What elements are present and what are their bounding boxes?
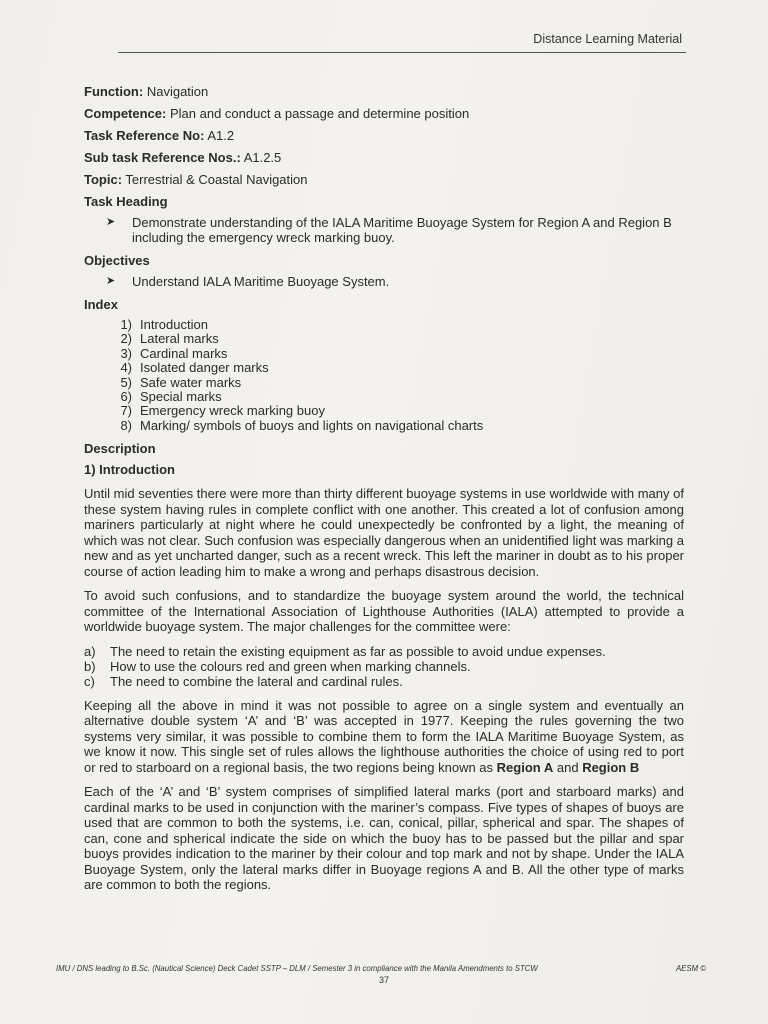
list-number: 6) [120, 389, 132, 405]
list-item [102, 419, 684, 433]
task-heading-bullet [106, 215, 684, 245]
list-item [102, 390, 684, 404]
meta-competence [84, 106, 684, 121]
list-item [102, 361, 684, 375]
meta-task-ref [84, 128, 684, 143]
paragraph: Until mid seventies there were more than thirty different buoyage systems in use worldwide with many of these system having rules in complete conflict with one another. This created a lot of confusion among mariners particularly at night where he could unexpectedly be confronted by a light, the meaning of which was not clear. Such confusion was especially dangerous when an unidentified light was marking a new and as yet uncharted danger, such as a recent wreck. This left the mariner in doubt as to his proper course of action leading him to make a wrong and perhaps disastrous decision. [84, 486, 684, 579]
meta-value: Terrestrial & Coastal Navigation [125, 172, 308, 187]
objectives-title: Objectives [84, 253, 150, 268]
meta-subtask-ref [84, 150, 684, 165]
header-title: Distance Learning Material [533, 32, 682, 46]
list-label: b) [84, 658, 96, 674]
list-number: 8) [120, 417, 132, 433]
list-number: 2) [120, 331, 132, 347]
meta-label: Competence: [84, 106, 167, 121]
page-number: 37 [378, 975, 389, 985]
meta-label: Function: [84, 84, 144, 99]
description-title: Description [84, 441, 156, 457]
list-item [84, 659, 684, 674]
header-rule [118, 52, 686, 53]
task-heading-text: Demonstrate understanding of the IALA Maritime Buoyage System for Region A and Region B including the emergency wreck marking buoy. [132, 215, 672, 245]
task-heading-title: Task Heading [84, 194, 168, 209]
meta-function [84, 84, 684, 99]
footer-left: IMU / DNS leading to B.Sc. (Nautical Science) Deck Cadet SSTP – DLM / Semester 3 in compliance with the Manila Amendments to STCW [56, 964, 538, 973]
section-heading: 1) Introduction [84, 462, 175, 478]
meta-label: Sub task Reference Nos.: [84, 150, 241, 165]
list-number: 5) [120, 374, 132, 390]
list-label: a) [84, 643, 96, 659]
list-number: 7) [120, 403, 132, 419]
list-number: 3) [120, 345, 132, 361]
meta-value: A1.2 [207, 128, 235, 143]
objectives-bullet [106, 274, 684, 289]
list-text: Isolated danger marks [140, 360, 269, 376]
list-number: 4) [120, 360, 132, 376]
content [84, 84, 684, 902]
list-text: How to use the colours red and green when marking channels. [110, 658, 471, 674]
list-label: c) [84, 673, 95, 689]
arrow-bullet-icon: ➤ [106, 216, 116, 228]
list-text: Introduction [140, 317, 208, 332]
meta-label: Task Reference No: [84, 128, 205, 143]
paragraph-text: and [556, 759, 579, 775]
region-b-label: Region B [582, 759, 640, 775]
paragraph: Each of the ‘A’ and ‘B’ system comprises of simplified lateral marks (port and starboard marks) and cardinal marks to be used in conjunction with the mariner’s compass. Five types of shapes of buoys are used that are common to both the systems, i.e. can, conical, pillar, spherical and spar. The shapes of can, cone and spherical indicate the side on which the buoy has to be passed but the pillar and spar buoys provides indication to the mariner by their colour and top mark and not by shape. Under the IALA Buoyage System, only the lateral marks differ in Buoyage regions A and B. All the other type of marks are common to both the regions. [84, 784, 684, 893]
arrow-bullet-icon: ➤ [106, 275, 116, 287]
region-a-label: Region A [496, 759, 554, 775]
list-item [84, 674, 684, 689]
list-item [102, 347, 684, 361]
list-item [102, 376, 684, 390]
challenges-list [84, 644, 684, 689]
list-item [102, 404, 684, 418]
list-number: 1) [120, 317, 132, 332]
footer-right: AESM © [675, 964, 706, 973]
meta-label: Topic: [84, 172, 123, 187]
list-text: The need to combine the lateral and cardinal rules. [110, 673, 403, 689]
list-item [102, 318, 684, 332]
footer [56, 964, 706, 973]
list-text: Marking/ symbols of buoys and lights on navigational charts [140, 417, 484, 433]
index-title: Index [84, 297, 118, 312]
list-text: Safe water marks [140, 374, 242, 390]
list-text: Emergency wreck marking buoy [140, 403, 325, 419]
list-text: Special marks [140, 389, 222, 405]
objectives-text: Understand IALA Maritime Buoyage System. [132, 274, 390, 289]
meta-value: A1.2.5 [243, 150, 282, 165]
index-list [102, 318, 684, 433]
list-text: The need to retain the existing equipment as far as possible to avoid undue expenses. [110, 643, 606, 659]
meta-topic [84, 172, 684, 187]
meta-value: Navigation [146, 84, 209, 99]
list-text: Lateral marks [140, 331, 219, 347]
paragraph-text: Keeping all the above in mind it was not possible to agree on a single system and eventually an alternative double system ‘A’ and ‘B’ was accepted in 1977. Keeping the rules governing the two systems very similar, it was possible to combine them to form the IALA Maritime Buoyage System, as we know it now. This single set of rules allows the lighthouse authorities the choice of using red to port or red to starboard on a regional basis, the two regions being known as [84, 697, 684, 775]
list-text: Cardinal marks [140, 345, 228, 361]
list-item [102, 332, 684, 346]
list-item [84, 644, 684, 659]
paragraph: To avoid such confusions, and to standardize the buoyage system around the world, the technical committee of the International Association of Lighthouse Authorities (IALA) attempted to provide a worldwide buoyage system. The major challenges for the committee were: [84, 588, 684, 635]
meta-value: Plan and conduct a passage and determine position [169, 106, 470, 121]
paragraph [84, 698, 684, 776]
